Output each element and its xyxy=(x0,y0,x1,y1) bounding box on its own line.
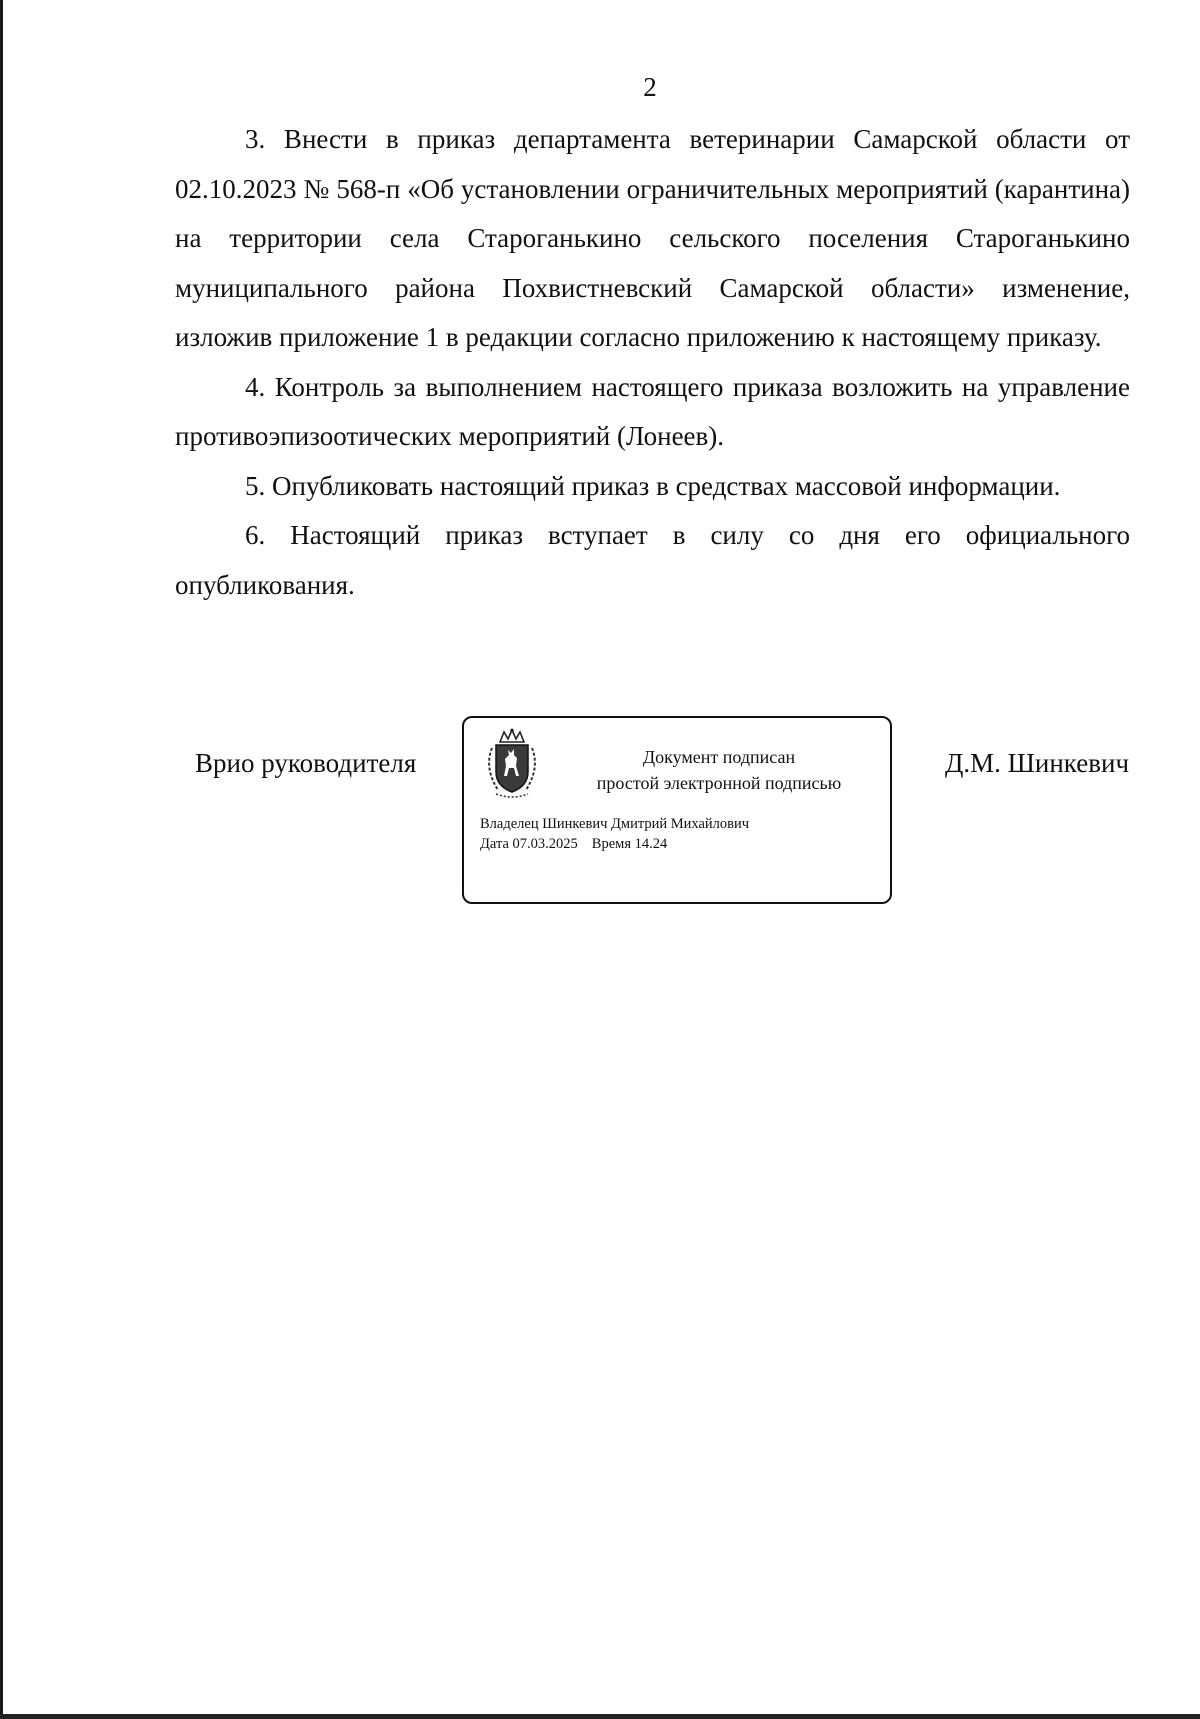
stamp-heading xyxy=(559,744,879,796)
stamp-datetime xyxy=(480,834,749,854)
stamp-details xyxy=(480,814,749,854)
stamp-heading-line-2: простой электронной подписью xyxy=(596,773,842,793)
signature-block xyxy=(0,713,1200,913)
stamp-heading-line-1: Документ подписан xyxy=(642,747,796,767)
paragraph-3: 3. Внести в приказ департамента ветеринарии Самарской области от 02.10.2023 № 568-п «Об установлении ограничительных мероприятий (карантина) на территории села Староганькино сельского поселения Староганькино муниципального района Похвистневский Самарской области» изменение, изложив приложение 1 в редакции согласно приложению к настоящему приказу. xyxy=(175,124,1130,352)
page-number: 2 xyxy=(643,72,657,102)
samara-coat-of-arms-icon xyxy=(478,728,546,800)
paragraph-5: 5. Опубликовать настоящий приказ в средствах массовой информации. xyxy=(245,470,1061,501)
stamp-date: Дата 07.03.2025 xyxy=(480,836,578,852)
scan-edge-bottom xyxy=(0,1714,1200,1719)
stamp-time: Время 14.24 xyxy=(591,836,668,852)
signer-position: Врио руководителя xyxy=(195,748,417,778)
paragraph-4: 4. Контроль за выполнением настоящего приказа возложить на управление противоэпизоотических мероприятий (Лонеев). xyxy=(175,371,1130,451)
electronic-signature-stamp xyxy=(462,716,892,904)
paragraph-6: 6. Настоящий приказ вступает в силу со дня его официального опубликования. xyxy=(175,520,1130,600)
stamp-owner: Владелец Шинкевич Дмитрий Михайлович xyxy=(480,816,750,832)
document-body xyxy=(175,115,1130,610)
signer-name: Д.М. Шинкевич xyxy=(945,748,1130,778)
